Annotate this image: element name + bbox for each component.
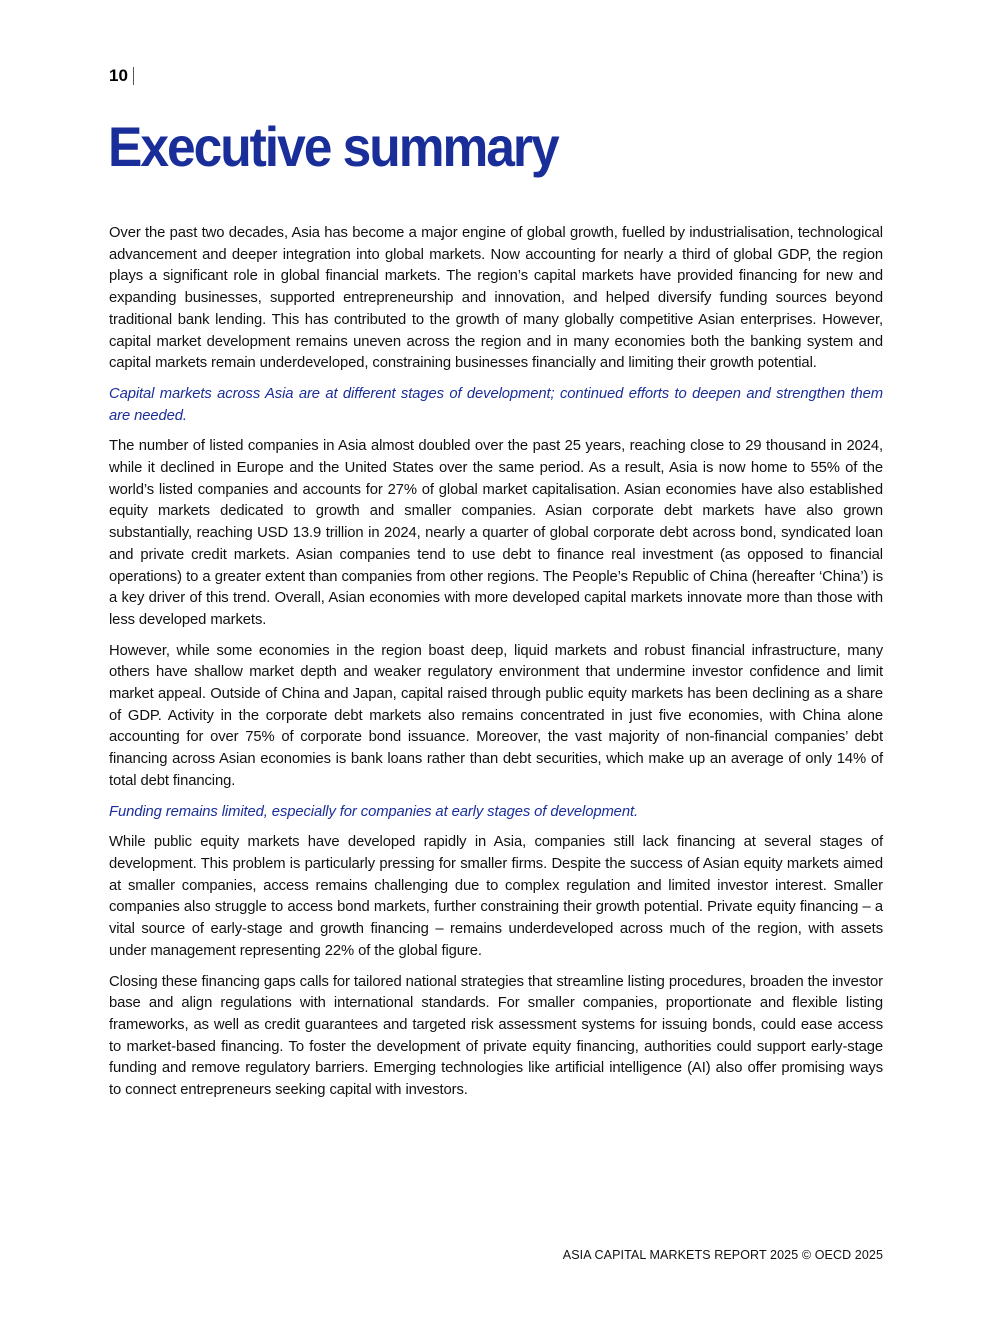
page-number-divider <box>133 67 134 85</box>
page-number: 10 <box>109 66 128 85</box>
body-text <box>109 223 883 1111</box>
key-message-funding: Funding remains limited, especially for companies at early stages of development. <box>109 803 638 820</box>
page-footer: ASIA CAPITAL MARKETS REPORT 2025 © OECD 2025 <box>562 1248 883 1262</box>
page-title: Executive summary <box>108 115 558 178</box>
policy-paragraph: Closing these financing gaps calls for tailored national strategies that streamline listing procedures, broaden the investor base and align regulations with international standards. For smaller companies, proportionate and flexible listing frameworks, as well as credit guarantees and targeted risk assessment systems for issuing bonds, could ease access to market-based financing. To foster the development of private equity financing, authorities could support early-stage funding and remove regulatory barriers. Emerging technologies like artificial intelligence (AI) also offer promising ways to connect entrepreneurs seeking capital with investors. <box>109 973 883 1099</box>
financing-gaps-paragraph: While public equity markets have developed rapidly in Asia, companies still lack financing at several stages of development. This problem is particularly pressing for smaller firms. Despite the success of Asian equity markets aimed at smaller companies, access remains challenging due to complex regulation and limited investor interest. Smaller companies also struggle to access bond markets, further constraining their growth potential. Private equity financing – a vital source of early-stage and growth financing – remains underdeveloped across much of the region, with assets under management representing 22% of the global figure. <box>109 834 883 959</box>
market-depth-paragraph: However, while some economies in the region boast deep, liquid markets and robust financial infrastructure, many others have shallow market depth and weaker regulatory environment that undermine investor confidence and limit market appeal. Outside of China and Japan, capital raised through public equity markets has been declining as a share of GDP. Activity in the corporate debt markets also remains concentrated in just five economies, with China alone accounting for over 75% of corporate bond issuance. Moreover, the vast majority of non-financial companies’ debt financing across Asian economies is bank loans rather than debt securities, which make up an average of only 14% of total debt financing. <box>109 642 883 789</box>
key-message-capital-markets: Capital markets across Asia are at different stages of development; continued efforts to deepen and strengthen them are needed. <box>109 385 883 424</box>
intro-paragraph: Over the past two decades, Asia has become a major engine of global growth, fuelled by industrialisation, technological advancement and deeper integration into global markets. Now accounting for nearly a third of global GDP, the region plays a significant role in global financial markets. The region’s capital markets have provided financing for new and expanding businesses, supported entrepreneurship and innovation, and helped diversify funding sources beyond traditional bank lending. This has contributed to the growth of many globally competitive Asian enterprises. However, capital market development remains uneven across the region and in many economies both the banking system and capital markets remain underdeveloped, constraining businesses financially and limiting their growth potential. <box>109 225 883 372</box>
listed-companies-paragraph: The number of listed companies in Asia almost doubled over the past 25 years, reaching close to 29 thousand in 2024, while it declined in Europe and the United States over the same period. As a result, Asia is now home to 55% of the world’s listed companies and accounts for 27% of global market capitalisation. Asian economies have also established equity markets dedicated to growth and smaller companies. Asian corporate debt markets have also grown substantially, reaching USD 13.9 trillion in 2024, nearly a quarter of global corporate debt across bond, syndicated loan and private credit markets. Asian companies tend to use debt to finance real investment (as opposed to financial operations) to a greater extent than companies from other regions. The People’s Republic of China (hereafter ‘China’) is a key driver of this trend. Overall, Asian economies with more developed capital markets innovate more than those with less developed markets. <box>109 438 883 628</box>
